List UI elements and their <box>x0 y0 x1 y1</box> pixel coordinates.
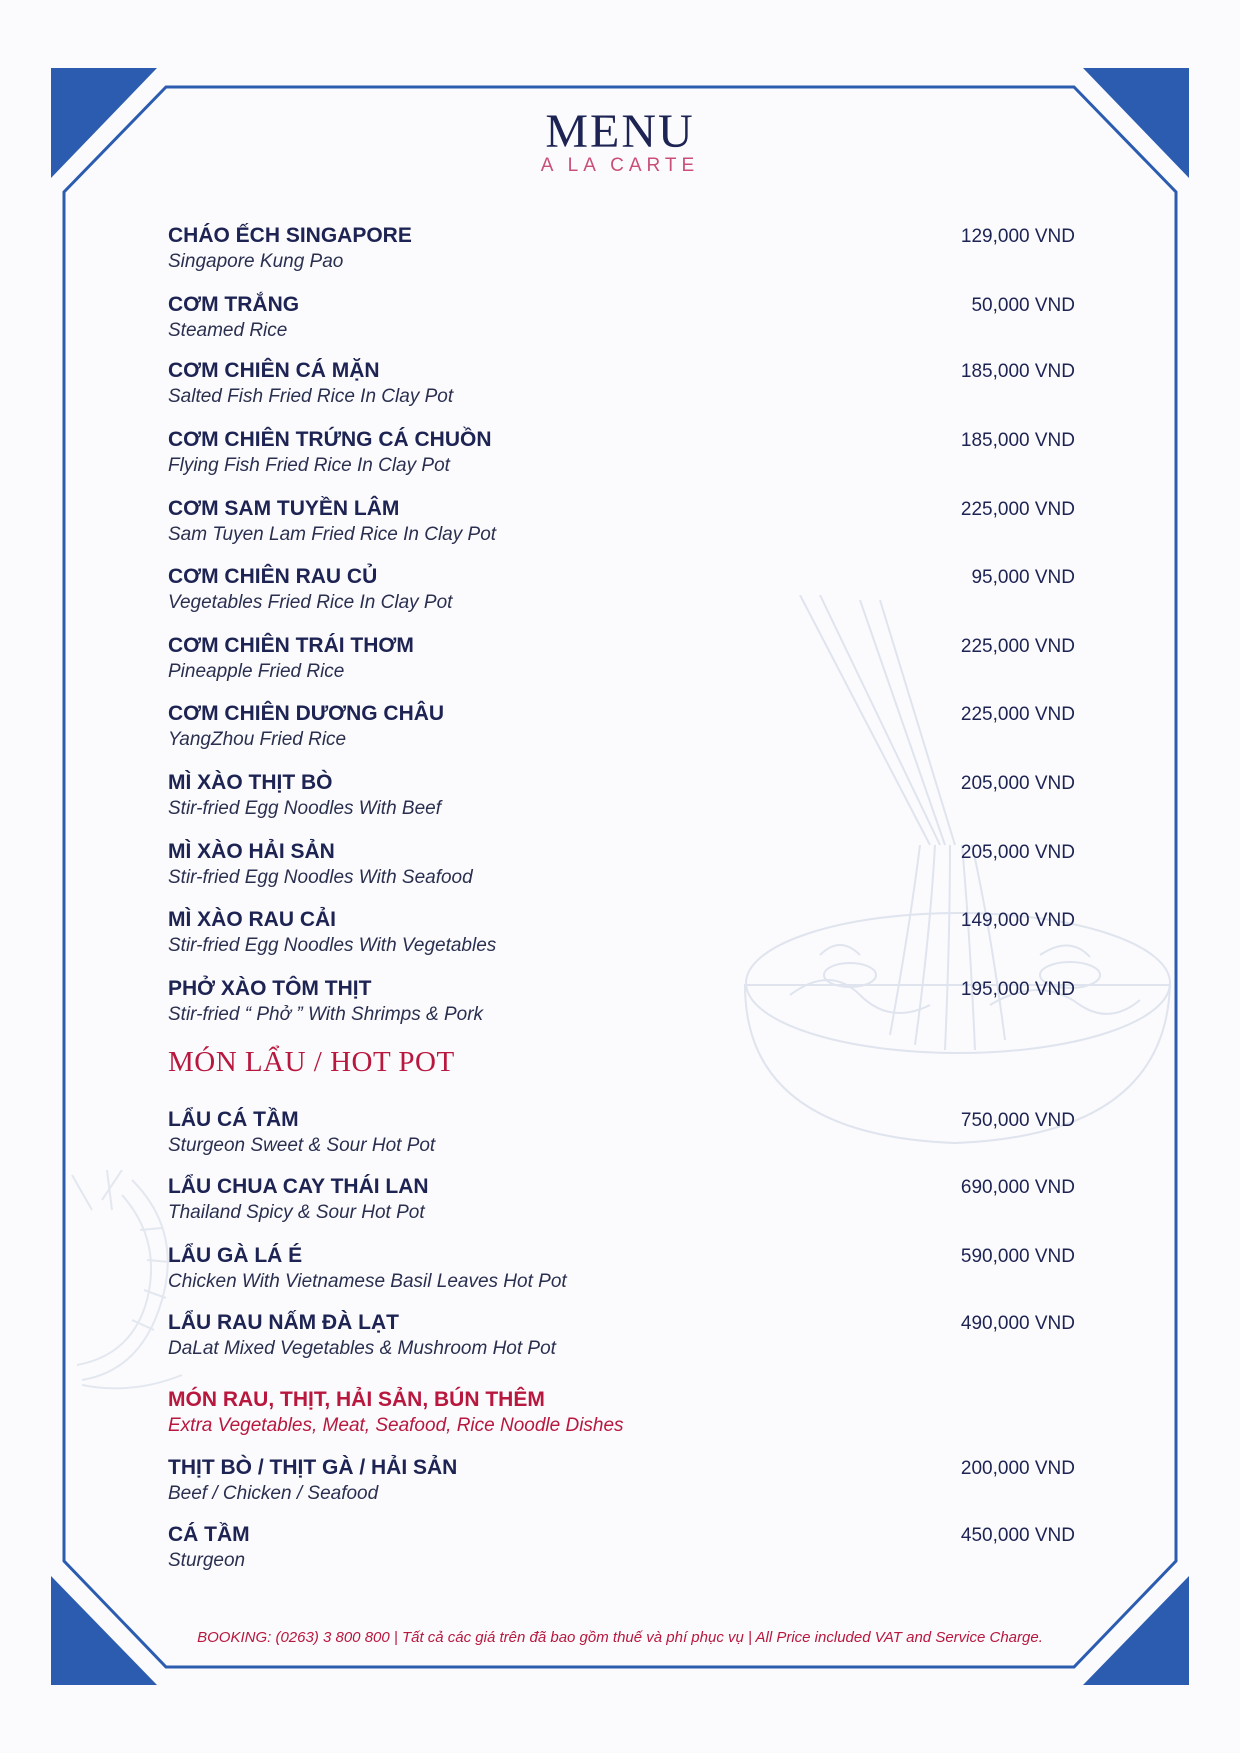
extras-subtitle: Extra Vegetables, Meat, Seafood, Rice Noodle Dishes <box>168 1415 624 1436</box>
item-english: DaLat Mixed Vegetables & Mushroom Hot Pot <box>168 1338 556 1359</box>
item-name: CƠM CHIÊN TRÁI THƠM <box>168 634 414 657</box>
item-name: THỊT BÒ / THỊT GÀ / HẢI SẢN <box>168 1456 458 1479</box>
item-price: 750,000 VND <box>960 1110 1075 1131</box>
item-name: CƠM CHIÊN CÁ MẶN <box>168 359 380 382</box>
footer-note: BOOKING: (0263) 3 800 800 | Tất cả các giá trên đã bao gồm thuế và phí phục vụ | All Price included VAT and Service Charge. <box>197 1629 1043 1646</box>
hotpot-item <box>168 1108 1075 1164</box>
item-name: MÌ XÀO THỊT BÒ <box>168 771 333 794</box>
item-english: Thailand Spicy & Sour Hot Pot <box>168 1202 425 1223</box>
item-name: LẨU CHUA CAY THÁI LAN <box>168 1175 429 1198</box>
extras-title: MÓN RAU, THỊT, HẢI SẢN, BÚN THÊM <box>168 1388 545 1411</box>
menu-item <box>168 634 1075 690</box>
item-price: 195,000 VND <box>960 979 1075 1000</box>
item-price: 185,000 VND <box>960 430 1075 451</box>
item-name: CƠM CHIÊN RAU CỦ <box>168 565 378 588</box>
extra-item <box>168 1456 1075 1512</box>
hotpot-item <box>168 1175 1075 1231</box>
hotpot-section-heading: MÓN LẨU / HOT POT <box>168 1046 455 1078</box>
item-name: CƠM TRẮNG <box>168 293 300 316</box>
menu-item <box>168 359 1075 415</box>
item-english: Steamed Rice <box>168 320 288 341</box>
menu-title: MENU <box>545 105 695 158</box>
item-english: Stir-fried Egg Noodles With Seafood <box>168 867 473 888</box>
item-english: Singapore Kung Pao <box>168 251 344 272</box>
item-name: CƠM SAM TUYỀN LÂM <box>168 497 400 520</box>
item-price: 490,000 VND <box>960 1313 1075 1334</box>
menu-item <box>168 771 1075 827</box>
item-english: Chicken With Vietnamese Basil Leaves Hot Pot <box>168 1271 567 1292</box>
item-name: CƠM CHIÊN TRỨNG CÁ CHUỒN <box>168 428 492 451</box>
item-name: PHỞ XÀO TÔM THỊT <box>168 977 372 1000</box>
item-price: 225,000 VND <box>960 636 1075 657</box>
item-price: 690,000 VND <box>960 1177 1075 1198</box>
item-english: Sturgeon Sweet & Sour Hot Pot <box>168 1135 436 1156</box>
item-english: Vegetables Fried Rice In Clay Pot <box>168 592 453 613</box>
item-price: 95,000 VND <box>971 567 1075 588</box>
item-name: CƠM CHIÊN DƯƠNG CHÂU <box>168 702 445 725</box>
menu-item <box>168 977 1075 1033</box>
menu-item <box>168 565 1075 621</box>
item-price: 450,000 VND <box>960 1525 1075 1546</box>
item-price: 225,000 VND <box>960 704 1075 725</box>
menu-item <box>168 224 1075 280</box>
item-name: MÌ XÀO RAU CẢI <box>168 908 336 931</box>
menu-item <box>168 702 1075 758</box>
menu-item <box>168 840 1075 896</box>
menu-item <box>168 428 1075 484</box>
item-price: 200,000 VND <box>960 1458 1075 1479</box>
item-english: Flying Fish Fried Rice In Clay Pot <box>168 455 450 476</box>
item-price: 129,000 VND <box>960 226 1075 247</box>
extras-section-heading <box>168 1388 624 1437</box>
item-english: Salted Fish Fried Rice In Clay Pot <box>168 386 454 407</box>
item-english: Stir-fried Egg Noodles With Vegetables <box>168 935 497 956</box>
item-english: Stir-fried “ Phở ” With Shrimps & Pork <box>168 1004 484 1025</box>
item-price: 50,000 VND <box>971 295 1075 316</box>
item-english: Stir-fried Egg Noodles With Beef <box>168 798 441 819</box>
hotpot-item <box>168 1244 1075 1300</box>
item-name: LẨU RAU NẤM ĐÀ LẠT <box>168 1311 399 1334</box>
hotpot-item <box>168 1311 1075 1367</box>
item-price: 149,000 VND <box>960 910 1075 931</box>
item-english: YangZhou Fried Rice <box>168 729 347 750</box>
item-price: 205,000 VND <box>960 842 1075 863</box>
item-name: CÁ TẦM <box>168 1523 250 1546</box>
item-english: Sturgeon <box>168 1550 246 1571</box>
item-price: 225,000 VND <box>960 499 1075 520</box>
menu-subtitle: A LA CARTE <box>540 155 700 176</box>
menu-item <box>168 497 1075 553</box>
menu-item <box>168 908 1075 964</box>
item-price: 185,000 VND <box>960 361 1075 382</box>
item-price: 590,000 VND <box>960 1246 1075 1267</box>
item-english: Sam Tuyen Lam Fried Rice In Clay Pot <box>168 524 497 545</box>
menu-item <box>168 293 1075 349</box>
item-english: Pineapple Fried Rice <box>168 661 345 682</box>
item-name: LẨU GÀ LÁ É <box>168 1244 303 1267</box>
item-price: 205,000 VND <box>960 773 1075 794</box>
extra-item <box>168 1523 1075 1579</box>
item-name: LẨU CÁ TẦM <box>168 1108 299 1131</box>
item-name: MÌ XÀO HẢI SẢN <box>168 840 335 863</box>
item-name: CHÁO ẾCH SINGAPORE <box>168 224 412 247</box>
item-english: Beef / Chicken / Seafood <box>168 1483 379 1504</box>
